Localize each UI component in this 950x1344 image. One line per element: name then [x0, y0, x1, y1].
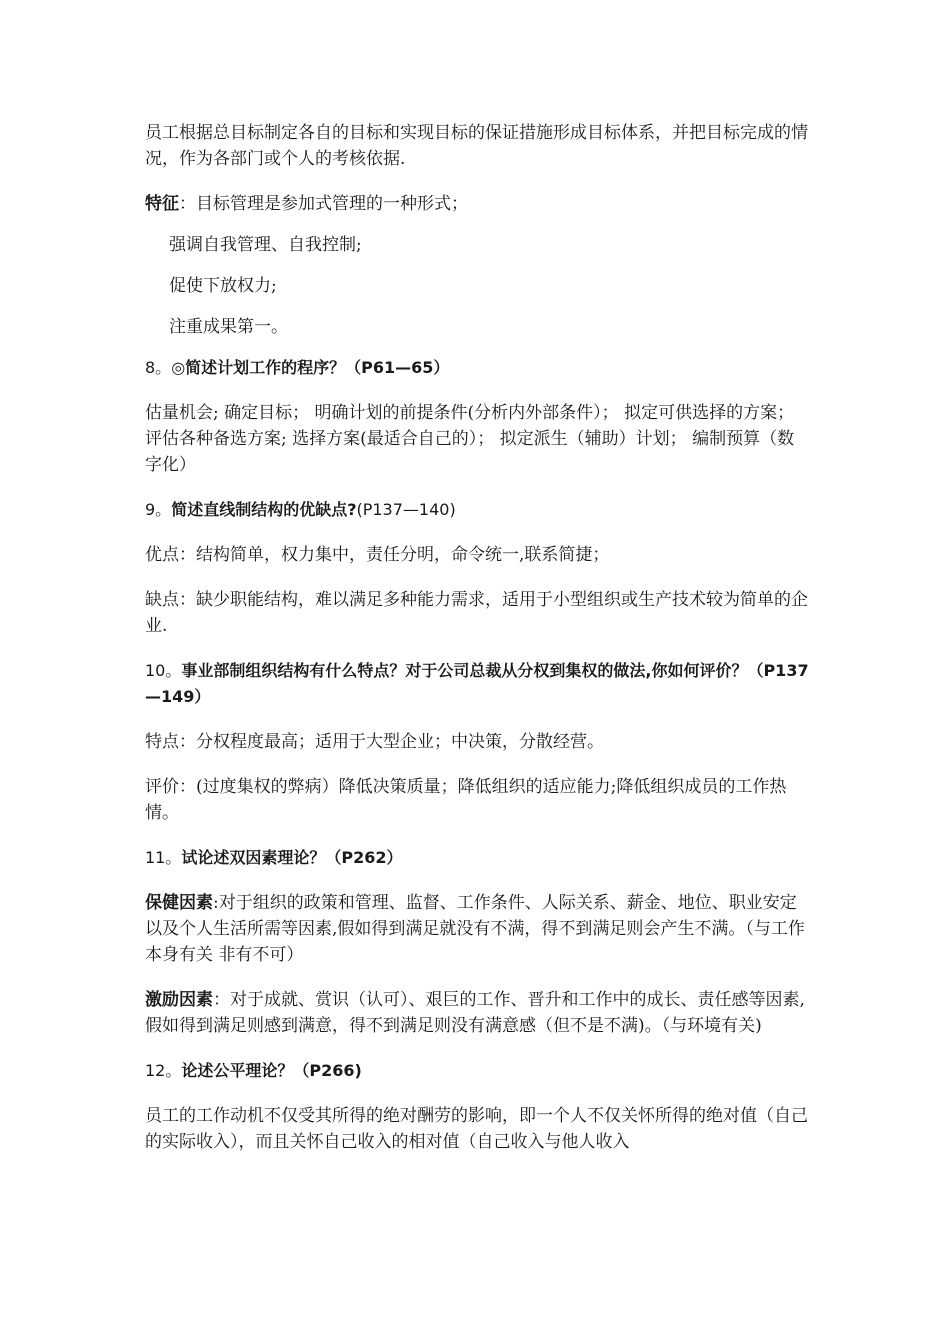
question-10-title: 事业部制组织结构有什么特点？对于公司总裁从分权到集权的做法,你如何评价？（P137—149） — [145, 661, 809, 706]
hygiene-label: 保健因素 — [145, 893, 213, 913]
paragraph-goal-system: 员工根据总目标制定各自的目标和实现目标的保证措施形成目标体系，并把目标完成的情况，作为各部门或个人的考核依据. — [145, 123, 808, 169]
question-10-evaluation: 评价：(过度集权的弊病）降低决策质量；降低组织的适应能力;降低组织成员的工作热情。 — [145, 777, 787, 823]
question-9-number: 9。 — [145, 500, 172, 519]
hygiene-text: :对于组织的政策和管理、监督、工作条件、人际关系、薪金、地位、职业安定以及个人生活所需等因素,假如得到满足就没有不满，得不到满足则会产生不满。（与工作本身有关 非有不可） — [145, 893, 805, 965]
question-12-heading — [145, 1058, 810, 1084]
question-10-number: 10。 — [145, 661, 182, 680]
question-8-title: ◎简述计划工作的程序？（P61—65） — [171, 358, 450, 377]
motivator-label: 激励因素 — [145, 990, 213, 1010]
question-9-pros: 优点：结构简单，权力集中，责任分明，命令统一,联系简捷； — [145, 545, 610, 565]
question-9-title: 简述直线制结构的优缺点? — [171, 500, 357, 519]
question-10-features: 特点：分权程度最高；适用于大型企业；中决策，分散经营。 — [145, 732, 604, 752]
features-label: 特征 — [145, 194, 179, 214]
question-12-number: 12。 — [145, 1061, 182, 1080]
question-8-answer: 估量机会; 确定目标； 明确计划的前提条件(分析内外部条件）； 拟定可供选择的方案； 评估各种备选方案; 选择方案(最适合自己的）； 拟定派生（辅助）计划； 编制预算（数字化） — [145, 403, 795, 475]
document-page — [145, 120, 810, 1174]
feature-item: 促使下放权力; — [169, 276, 277, 296]
question-11-hygiene — [145, 890, 810, 968]
motivator-text: ：对于成就、赏识（认可）、艰巨的工作、晋升和工作中的成长、责任感等因素,假如得到满足则感到满意，得不到满足则没有满意感（但不是不满)。（与环境有关) — [145, 990, 805, 1036]
question-11-heading — [145, 845, 810, 871]
question-9-heading — [145, 497, 810, 523]
question-12-title: 论述公平理论？（P266) — [181, 1061, 362, 1080]
feature-item: 注重成果第一。 — [169, 317, 288, 337]
feature-item: 强调自我管理、自我控制; — [169, 235, 362, 255]
question-11-title: 试论述双因素理论？（P262） — [181, 848, 403, 867]
question-11-motivator — [145, 987, 810, 1039]
question-11-number: 11。 — [145, 848, 182, 867]
question-8-heading — [145, 355, 810, 381]
features-text: ：目标管理是参加式管理的一种形式； — [179, 194, 468, 214]
question-8-number: 8。 — [145, 358, 172, 377]
question-10-heading — [145, 658, 810, 710]
features-paragraph — [145, 191, 810, 217]
question-9-cons: 缺点：缺少职能结构，难以满足多种能力需求，适用于小型组织或生产技术较为简单的企业. — [145, 590, 808, 636]
question-9-ref: (P137—140) — [356, 500, 456, 519]
question-12-answer: 员工的工作动机不仅受其所得的绝对酬劳的影响，即一个人不仅关怀所得的绝对值（自己的实际收入），而且关怀自己收入的相对值（自己收入与他人收入 — [145, 1106, 808, 1152]
